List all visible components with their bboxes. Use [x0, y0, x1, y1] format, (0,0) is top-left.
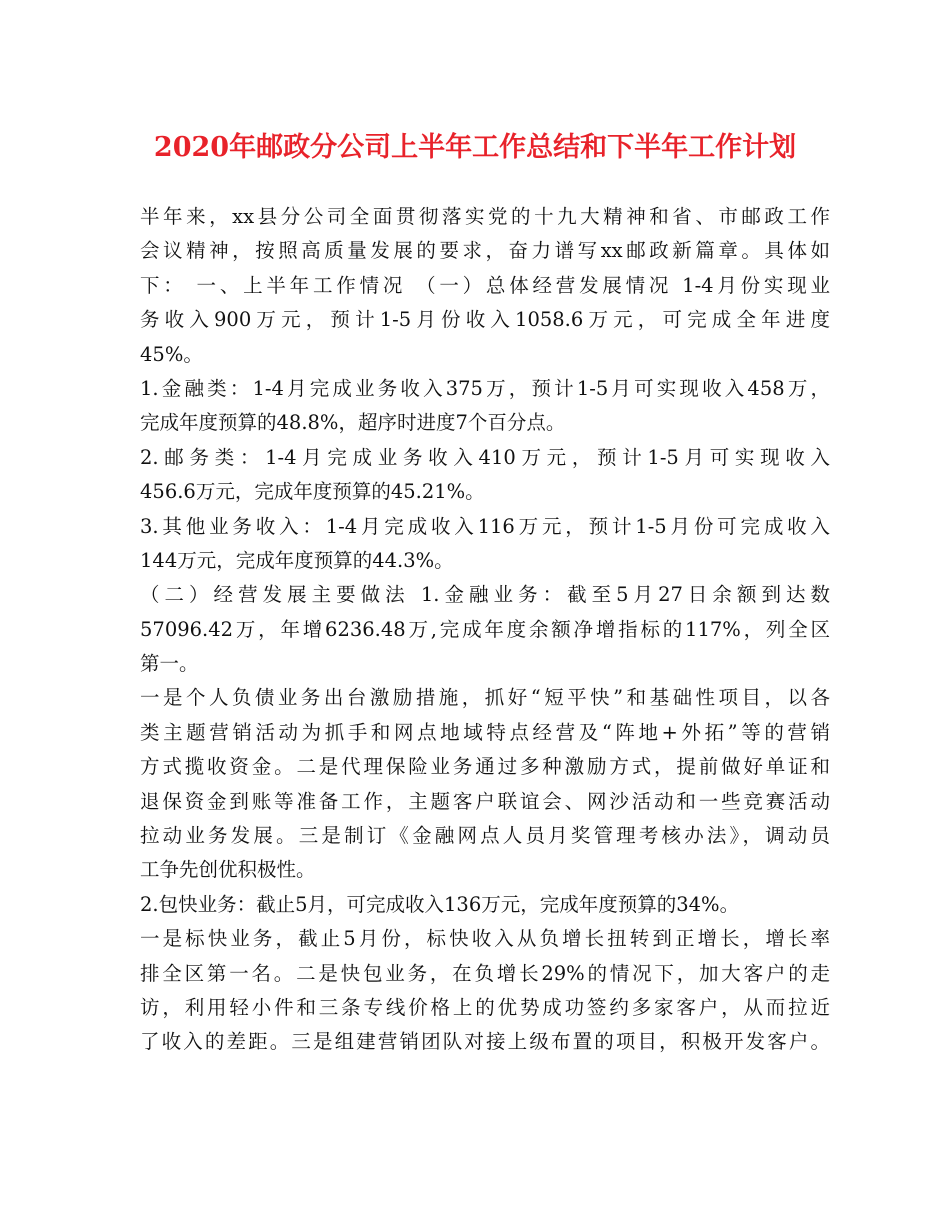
paragraph-line: 1.金融类：1-4月完成业务收入375万，预计1-5月可实现收入458万， [140, 376, 830, 400]
paragraph-line: 144万元，完成年度预算的44.3%。 [140, 548, 454, 572]
paragraph-line: 了收入的差距。三是组建营销团队对接上级布置的项目，积极开发客户。 [140, 1030, 830, 1054]
paragraph-line: 访，利用轻小件和三条专线价格上的优势成功签约多家客户，从而拉近 [140, 995, 830, 1019]
paragraph-line: 方式揽收资金。二是代理保险业务通过多种激励方式，提前做好单证和 [140, 755, 830, 779]
document-body [140, 200, 830, 1060]
paragraph-line: 57096.42万，年增6236.48万,完成年度余额净增指标的117%，列全区 [140, 617, 830, 641]
paragraph-line: 2.邮务类：1-4月完成业务收入410万元，预计1-5月可实现收入 [140, 445, 830, 469]
paragraph-line: 第一。 [140, 652, 199, 676]
paragraph-line: 务收入900万元，预计1-5月份收入1058.6万元，可完成全年进度 [140, 308, 830, 332]
paragraph-line: 下： 一、上半年工作情况 （一）总体经营发展情况 1-4月份实现业 [140, 273, 830, 297]
paragraph-line: 拉动业务发展。三是制订《金融网点人员月奖管理考核办法》，调动员 [140, 824, 830, 848]
paragraph-line: 3.其他业务收入：1-4月完成收入116万元，预计1-5月份可完成收入 [140, 514, 830, 538]
paragraph-line: 会议精神，按照高质量发展的要求，奋力谱写xx邮政新篇章。具体如 [140, 239, 830, 263]
paragraph-line: 2.包快业务：截止5月，可完成收入136万元，完成年度预算的34%。 [140, 892, 740, 916]
paragraph-line: 半年来，xx县分公司全面贯彻落实党的十九大精神和省、市邮政工作 [140, 205, 830, 228]
paragraph-line: 一是个人负债业务出台激励措施，抓好“短平快”和基础性项目，以各 [140, 686, 830, 710]
paragraph-line: 完成年度预算的48.8%，超序时进度7个百分点。 [140, 411, 566, 435]
paragraph-line: 456.6万元，完成年度预算的45.21%。 [140, 480, 485, 504]
paragraph-line: 工争先创优积极性。 [140, 858, 316, 882]
paragraph-line: 类主题营销活动为抓手和网点地域特点经营及“阵地+外拓”等的营销 [140, 720, 830, 744]
document-title: 2020年邮政分公司上半年工作总结和下半年工作计划 [153, 132, 797, 163]
paragraph-line: 退保资金到账等准备工作，主题客户联谊会、网沙活动和一些竞赛活动 [140, 789, 830, 813]
paragraph-line: 一是标快业务，截止5月份，标快收入从负增长扭转到正增长，增长率 [140, 927, 830, 951]
paragraph-line: 45%。 [140, 342, 203, 366]
paragraph-line: （二）经营发展主要做法 1.金融业务：截至5月27日余额到达数 [140, 583, 830, 607]
paragraph-line: 排全区第一名。二是快包业务，在负增长29%的情况下，加大客户的走 [140, 961, 830, 985]
